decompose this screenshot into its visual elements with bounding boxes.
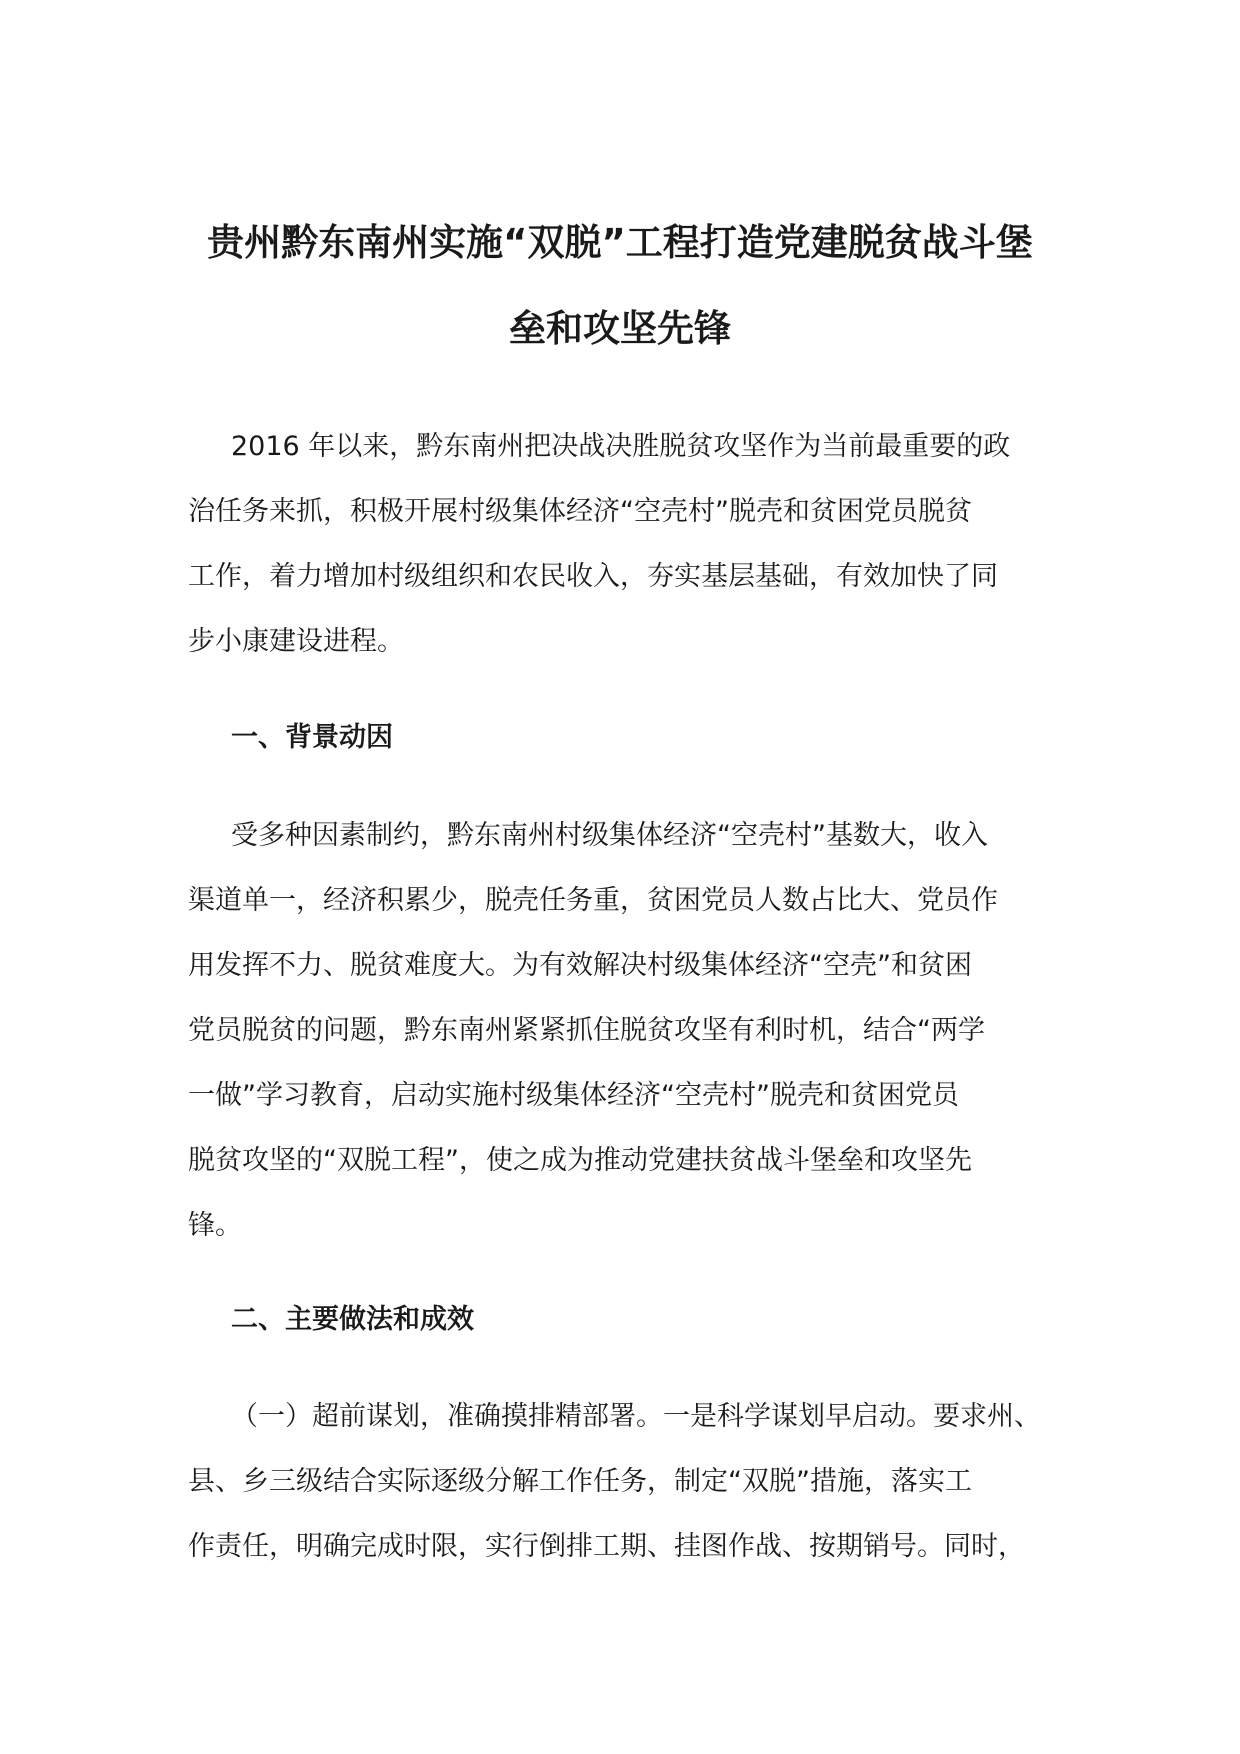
title-line-2: 垒和攻坚先锋 xyxy=(509,307,731,350)
paragraph-line: 党员脱贫的问题，黔东南州紧紧抓住脱贫攻坚有利时机，结合“两学 xyxy=(188,1015,985,1046)
paragraph-line: 用发挥不力、脱贫难度大。为有效解决村级集体经济“空壳”和贫困 xyxy=(188,950,972,981)
paragraph-line: 治任务来抓，积极开展村级集体经济“空壳村”脱壳和贫困党员脱贫 xyxy=(188,496,972,527)
practices-paragraph xyxy=(188,1384,1088,1579)
paragraph-line: 县、乡三级结合实际逐级分解工作任务，制定“双脱”措施，落实工 xyxy=(188,1466,972,1497)
paragraph-line: 脱贫攻坚的“双脱工程”，使之成为推动党建扶贫战斗堡垒和攻坚先 xyxy=(188,1145,972,1176)
paragraph-line: 受多种因素制约，黔东南州村级集体经济“空壳村”基数大，收入 xyxy=(231,820,988,851)
section-heading-practices: 二、主要做法和成效 xyxy=(231,1304,474,1335)
paragraph-line: 作责任，明确完成时限，实行倒排工期、挂图作战、按期销号。同时， xyxy=(188,1531,1025,1562)
document-title xyxy=(150,200,1090,372)
intro-paragraph xyxy=(188,414,1088,674)
section-heading-background: 一、背景动因 xyxy=(231,722,393,753)
paragraph-line: 步小康建设进程。 xyxy=(188,626,404,657)
paragraph-line: 锋。 xyxy=(188,1210,242,1241)
paragraph-line: 2016 年以来，黔东南州把决战决胜脱贫攻坚作为当前最重要的政 xyxy=(231,431,1011,462)
paragraph-line: 工作，着力增加村级组织和农民收入，夯实基层基础，有效加快了同 xyxy=(188,561,998,592)
background-paragraph xyxy=(188,803,1088,1258)
title-line-1: 贵州黔东南州实施“双脱”工程打造党建脱贫战斗堡 xyxy=(207,221,1033,264)
paragraph-line: 一做”学习教育，启动实施村级集体经济“空壳村”脱壳和贫困党员 xyxy=(188,1080,959,1111)
paragraph-line: 渠道单一，经济积累少，脱壳任务重，贫困党员人数占比大、党员作 xyxy=(188,885,998,916)
paragraph-line: （一）超前谋划，准确摸排精部署。一是科学谋划早启动。要求州、 xyxy=(231,1401,1041,1432)
